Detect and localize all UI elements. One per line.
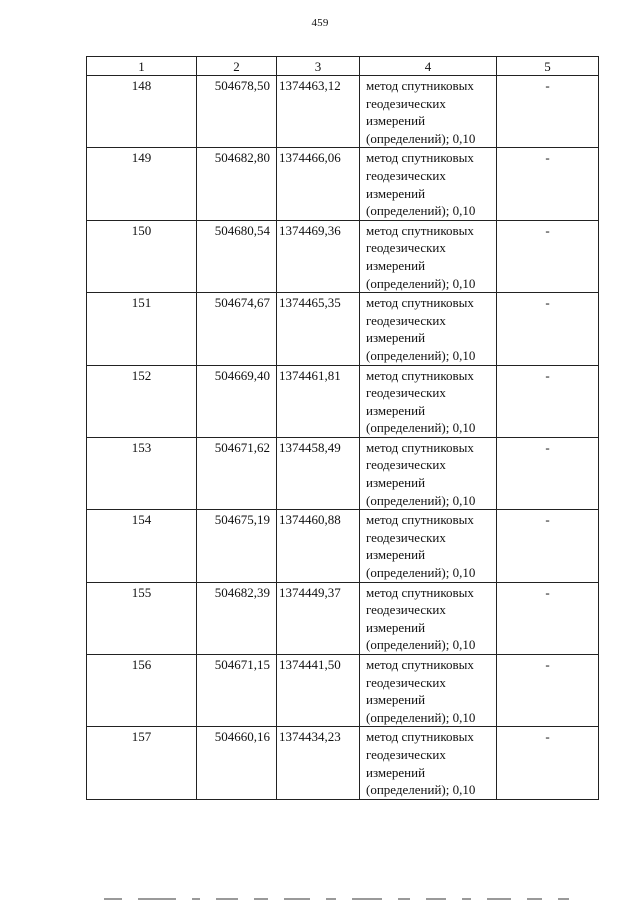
x-coordinate: 504682,80 <box>214 150 270 166</box>
note-text: - <box>545 367 550 383</box>
point-number: 156 <box>131 657 152 672</box>
table-row <box>87 293 599 365</box>
note-cell <box>497 148 599 220</box>
x-coordinate: 504669,40 <box>214 367 270 383</box>
method-text: метод спутниковых геодезических измерений (определений); 0,10 <box>366 512 476 581</box>
point-number: 152 <box>131 367 152 383</box>
method-text: метод спутниковых геодезических измерений (определений); 0,10 <box>366 657 476 725</box>
method-text: метод спутниковых геодезических измерений (определений); 0,10 <box>366 729 476 798</box>
method-cell <box>360 293 497 365</box>
y-coordinate: 1374469,36 <box>279 222 341 238</box>
y-coordinate: 1374449,37 <box>279 584 341 600</box>
scan-artifact-marks <box>104 898 624 902</box>
point-number-cell <box>87 727 197 799</box>
method-cell <box>360 510 497 582</box>
y-coordinate: 1374434,23 <box>279 729 341 745</box>
x-coordinate: 504660,16 <box>214 729 270 745</box>
method-text: метод спутниковых геодезических измерений (определений); 0,10 <box>366 367 476 436</box>
y-coordinate-cell <box>277 727 360 799</box>
method-text: метод спутниковых геодезических измерений (определений); 0,10 <box>366 150 476 219</box>
x-coordinate: 504674,67 <box>214 295 270 311</box>
x-coordinate-cell <box>197 220 277 292</box>
y-coordinate: 1374461,81 <box>279 367 341 383</box>
y-coordinate: 1374463,12 <box>279 78 341 93</box>
point-number: 151 <box>131 295 152 311</box>
note-text: - <box>545 584 550 600</box>
note-cell <box>497 510 599 582</box>
y-coordinate-cell <box>277 655 360 727</box>
method-cell <box>360 655 497 727</box>
table-row <box>87 437 599 509</box>
point-number: 148 <box>131 78 152 93</box>
note-text: - <box>545 295 550 311</box>
point-number-cell <box>87 510 197 582</box>
x-coordinate-cell <box>197 727 277 799</box>
point-number-cell <box>87 293 197 365</box>
header-cell: 5 <box>497 57 599 76</box>
table-row <box>87 365 599 437</box>
note-text: - <box>545 439 550 455</box>
x-coordinate: 504680,54 <box>214 222 270 238</box>
x-coordinate-cell <box>197 510 277 582</box>
y-coordinate-cell <box>277 76 360 148</box>
table-row <box>87 582 599 654</box>
note-cell <box>497 365 599 437</box>
method-text: метод спутниковых геодезических измерений (определений); 0,10 <box>366 439 476 508</box>
y-coordinate: 1374465,35 <box>279 295 341 311</box>
method-cell <box>360 220 497 292</box>
note-text: - <box>545 657 550 672</box>
y-coordinate-cell <box>277 293 360 365</box>
header-cell: 2 <box>197 57 277 76</box>
note-cell <box>497 582 599 654</box>
note-text: - <box>545 222 550 238</box>
method-cell <box>360 582 497 654</box>
x-coordinate-cell <box>197 148 277 220</box>
y-coordinate-cell <box>277 220 360 292</box>
x-coordinate: 504682,39 <box>214 584 270 600</box>
note-text: - <box>545 78 550 93</box>
header-cell: 3 <box>277 57 360 76</box>
note-cell <box>497 727 599 799</box>
point-number-cell <box>87 220 197 292</box>
method-cell <box>360 365 497 437</box>
point-number-cell <box>87 76 197 148</box>
x-coordinate-cell <box>197 582 277 654</box>
x-coordinate: 504671,15 <box>214 657 270 672</box>
x-coordinate: 504678,50 <box>214 78 270 93</box>
table-row <box>87 727 599 799</box>
method-cell <box>360 437 497 509</box>
method-cell <box>360 148 497 220</box>
y-coordinate-cell <box>277 582 360 654</box>
point-number: 155 <box>131 584 152 600</box>
table-row <box>87 148 599 220</box>
y-coordinate-cell <box>277 365 360 437</box>
x-coordinate: 504675,19 <box>214 512 270 528</box>
header-cell: 4 <box>360 57 497 76</box>
point-number-cell <box>87 437 197 509</box>
note-text: - <box>545 512 550 528</box>
method-text: метод спутниковых геодезических измерений (определений); 0,10 <box>366 78 476 146</box>
method-cell <box>360 727 497 799</box>
point-number: 150 <box>131 222 152 238</box>
x-coordinate-cell <box>197 365 277 437</box>
x-coordinate: 504671,62 <box>214 439 270 455</box>
x-coordinate-cell <box>197 293 277 365</box>
x-coordinate-cell <box>197 76 277 148</box>
note-cell <box>497 655 599 727</box>
point-number: 153 <box>131 439 152 455</box>
table-row <box>87 510 599 582</box>
y-coordinate-cell <box>277 437 360 509</box>
note-cell <box>497 76 599 148</box>
point-number-cell <box>87 582 197 654</box>
header-cell: 1 <box>87 57 197 76</box>
table-row <box>87 220 599 292</box>
table-row <box>87 655 599 727</box>
note-text: - <box>545 729 550 745</box>
point-number-cell <box>87 365 197 437</box>
method-text: метод спутниковых геодезических измерений (определений); 0,10 <box>366 295 476 363</box>
point-number-cell <box>87 655 197 727</box>
point-number-cell <box>87 148 197 220</box>
x-coordinate-cell <box>197 655 277 727</box>
method-text: метод спутниковых геодезических измерений (определений); 0,10 <box>366 584 476 653</box>
table-row <box>87 76 599 148</box>
y-coordinate-cell <box>277 510 360 582</box>
method-cell <box>360 76 497 148</box>
point-number: 154 <box>131 512 152 528</box>
coordinates-table <box>86 56 599 800</box>
note-cell <box>497 220 599 292</box>
note-cell <box>497 293 599 365</box>
y-coordinate-cell <box>277 148 360 220</box>
y-coordinate: 1374458,49 <box>279 439 341 455</box>
table-header-row <box>87 57 599 76</box>
y-coordinate: 1374460,88 <box>279 512 341 528</box>
point-number: 149 <box>131 150 152 166</box>
method-text: метод спутниковых геодезических измерений (определений); 0,10 <box>366 222 476 291</box>
y-coordinate: 1374441,50 <box>279 657 341 672</box>
note-text: - <box>545 150 550 166</box>
note-cell <box>497 437 599 509</box>
point-number: 157 <box>131 729 152 745</box>
x-coordinate-cell <box>197 437 277 509</box>
y-coordinate: 1374466,06 <box>279 150 341 166</box>
page-number: 459 <box>311 17 329 29</box>
